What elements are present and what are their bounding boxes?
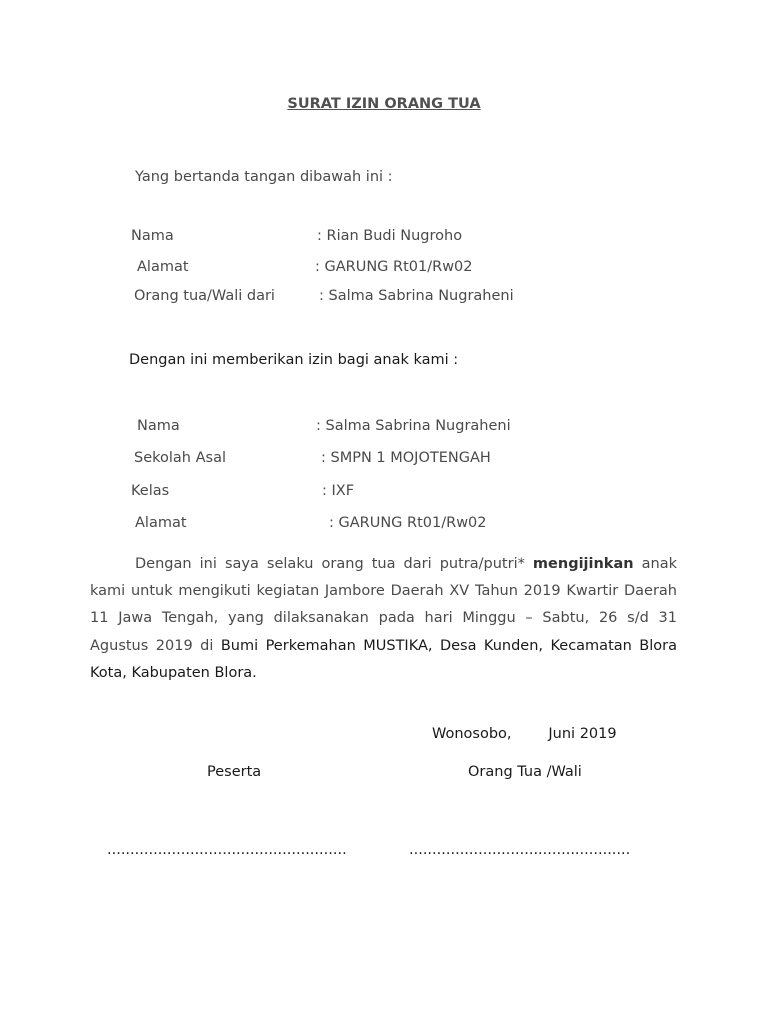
child-school-label: Sekolah Asal: [134, 450, 226, 466]
paragraph-part-3: Bumi Perkemahan MUSTIKA, Desa Kunden, Kecamatan Blora Kota, Kabupaten Blora.: [90, 637, 677, 681]
paragraph-part-2: anak kami untuk mengikuti kegiatan Jambore Daerah XV Tahun 2019 Kwartir Daerah 11 Jawa Tengah, yang dilaksanakan pada hari Minggu – Sabtu, 26 s/d 31 Agustus 2019 di: [90, 556, 677, 654]
guardian-of-value: : Salma Sabrina Nugraheni: [319, 288, 514, 304]
child-name-label: Nama: [137, 418, 180, 434]
guardian-of-label: Orang tua/Wali dari: [134, 288, 275, 304]
child-address-value: : GARUNG Rt01/Rw02: [329, 515, 487, 531]
permission-intro: Dengan ini memberikan izin bagi anak kami :: [129, 352, 459, 368]
place-date: Wonosobo, Juni 2019: [432, 726, 617, 742]
child-name-value: : Salma Sabrina Nugraheni: [316, 418, 511, 434]
parent-name-label: Nama: [131, 228, 174, 244]
signature-left-label: Peserta: [207, 764, 262, 780]
intro-text: Yang bertanda tangan dibawah ini :: [135, 169, 393, 185]
child-address-label: Alamat: [135, 515, 187, 531]
parent-address-value: : GARUNG Rt01/Rw02: [315, 259, 473, 275]
child-school-value: : SMPN 1 MOJOTENGAH: [321, 450, 491, 466]
parent-name-value: : Rian Budi Nugroho: [317, 228, 463, 244]
letter-title: SURAT IZIN ORANG TUA: [287, 96, 481, 112]
child-class-label: Kelas: [131, 483, 170, 499]
child-class-value: : IXF: [322, 483, 355, 499]
signature-right-label: Orang Tua /Wali: [468, 764, 582, 780]
paragraph-part-1: Dengan ini saya selaku orang tua dari putra/putri*: [135, 556, 533, 572]
parent-address-label: Alamat: [137, 259, 189, 275]
paragraph-emphasis: mengijinkan: [532, 556, 634, 572]
signature-left-line: ....................................................: [107, 842, 347, 858]
permission-paragraph: [90, 551, 677, 687]
signature-right-line: ................................................: [409, 842, 631, 858]
